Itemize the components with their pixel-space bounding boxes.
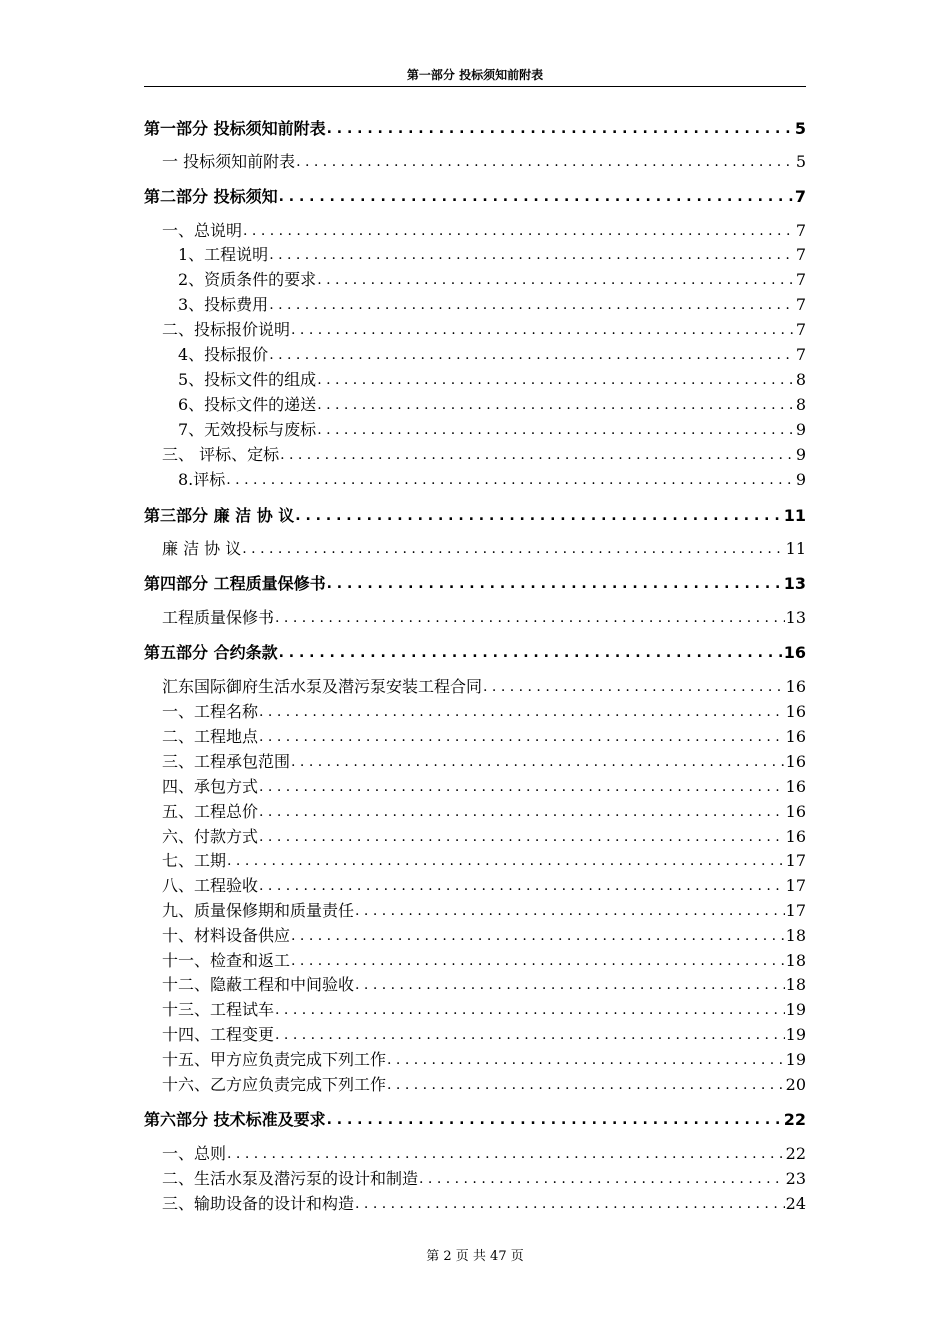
toc-entry-page: 16 <box>785 827 806 846</box>
toc-entry-page: 19 <box>785 1025 806 1044</box>
toc-entry[interactable] <box>144 823 806 847</box>
toc-leader-dots <box>387 1050 785 1070</box>
toc-entry[interactable] <box>144 441 806 465</box>
toc-leader-dots <box>355 1194 785 1214</box>
toc-entry[interactable] <box>144 872 806 896</box>
toc-entry-title: 第六部分 技术标准及要求 <box>144 1110 326 1129</box>
toc-entry[interactable] <box>144 183 806 207</box>
toc-entry[interactable] <box>144 604 806 628</box>
toc-entry[interactable] <box>144 502 806 526</box>
toc-entry-title: 七、工期 <box>162 851 227 870</box>
toc-entry-page: 20 <box>785 1075 806 1094</box>
toc-entry-title: 4、投标报价 <box>178 345 269 364</box>
toc-entry-title: 十、材料设备供应 <box>162 926 291 945</box>
toc-leader-dots <box>269 245 795 265</box>
page-footer: 第 2 页 共 47 页 <box>426 1249 524 1264</box>
toc-leader-dots <box>259 827 785 847</box>
toc-entry-page: 16 <box>785 752 806 771</box>
toc-entry-title: 八、工程验收 <box>162 876 259 895</box>
toc-entry-title: 九、质量保修期和质量责任 <box>162 901 355 920</box>
toc-leader-dots <box>227 1144 785 1164</box>
toc-leader-dots <box>226 470 795 490</box>
toc-leader-dots <box>291 320 795 340</box>
toc-entry-page: 22 <box>783 1110 806 1129</box>
toc-entry-title: 三、工程承包范围 <box>162 752 291 771</box>
toc-entry[interactable] <box>144 996 806 1020</box>
toc-leader-dots <box>291 951 785 971</box>
toc-leader-dots <box>259 876 785 896</box>
toc-entry-title: 3、投标费用 <box>178 295 269 314</box>
toc-entry[interactable] <box>144 366 806 390</box>
toc-entry-title: 十五、甲方应负责完成下列工作 <box>162 1050 387 1069</box>
toc-entry[interactable] <box>144 639 806 663</box>
toc-entry-title: 十四、工程变更 <box>162 1025 275 1044</box>
toc-entry-page: 7 <box>795 295 806 314</box>
toc-entry-title: 第五部分 合约条款 <box>144 643 278 662</box>
toc-leader-dots <box>275 1025 785 1045</box>
toc-leader-dots <box>259 727 785 747</box>
toc-entry[interactable] <box>144 1106 806 1130</box>
toc-entry-page: 11 <box>785 539 806 558</box>
toc-entry[interactable] <box>144 971 806 995</box>
toc-entry[interactable] <box>144 266 806 290</box>
toc-entry-title: 1、工程说明 <box>178 245 269 264</box>
toc-leader-dots <box>355 975 785 995</box>
toc-entry-title: 工程质量保修书 <box>162 608 275 627</box>
toc-entry-page: 9 <box>795 470 806 489</box>
toc-entry-page: 23 <box>785 1169 806 1188</box>
toc-entry-page: 16 <box>785 777 806 796</box>
toc-leader-dots <box>227 851 785 871</box>
toc-leader-dots <box>483 677 785 697</box>
toc-entry-page: 19 <box>785 1000 806 1019</box>
toc-leader-dots <box>327 574 783 594</box>
toc-entry-title: 四、承包方式 <box>162 777 259 796</box>
toc-entry-page: 7 <box>795 221 806 240</box>
toc-entry[interactable] <box>144 217 806 241</box>
toc-entry[interactable] <box>144 748 806 772</box>
toc-entry[interactable] <box>144 341 806 365</box>
page-header: 第一部分 投标须知前附表 <box>144 66 806 87</box>
toc-entry-title: 二、生活水泵及潜污泵的设计和制造 <box>162 1169 419 1188</box>
toc-entry[interactable] <box>144 291 806 315</box>
toc-leader-dots <box>296 152 795 172</box>
toc-entry-title: 六、付款方式 <box>162 827 259 846</box>
toc-entry[interactable] <box>144 570 806 594</box>
toc-leader-dots <box>259 777 785 797</box>
toc-entry-title: 一、工程名称 <box>162 702 259 721</box>
toc-entry[interactable] <box>144 115 806 139</box>
toc-entry-title: 一、总则 <box>162 1144 227 1163</box>
toc-entry[interactable] <box>144 416 806 440</box>
toc-entry[interactable] <box>144 148 806 172</box>
toc-entry-page: 16 <box>785 802 806 821</box>
toc-entry-page: 13 <box>783 574 806 593</box>
toc-entry[interactable] <box>144 466 806 490</box>
toc-leader-dots <box>243 221 795 241</box>
toc-entry-page: 7 <box>795 345 806 364</box>
toc-entry-page: 16 <box>785 702 806 721</box>
toc-leader-dots <box>269 295 795 315</box>
toc-entry-title: 第四部分 工程质量保修书 <box>144 574 326 593</box>
toc-entry-page: 11 <box>783 506 806 525</box>
toc-entry[interactable] <box>144 698 806 722</box>
toc-entry[interactable] <box>144 798 806 822</box>
toc-entry-title: 二、投标报价说明 <box>162 320 291 339</box>
toc-entry-page: 16 <box>783 643 806 662</box>
toc-entry[interactable] <box>144 847 806 871</box>
toc-leader-dots <box>355 901 785 921</box>
toc-leader-dots <box>327 1110 783 1130</box>
toc-entry-page: 18 <box>785 975 806 994</box>
toc-entry-page: 5 <box>795 152 806 171</box>
toc-entry-page: 18 <box>785 926 806 945</box>
toc-entry-title: 5、投标文件的组成 <box>178 370 317 389</box>
toc-entry-title: 十六、乙方应负责完成下列工作 <box>162 1075 387 1094</box>
toc-leader-dots <box>387 1075 785 1095</box>
toc-entry-title: 廉 洁 协 议 <box>162 539 242 558</box>
toc-entry[interactable] <box>144 1165 806 1189</box>
toc-entry-page: 16 <box>785 727 806 746</box>
toc-entry-title: 第三部分 廉 洁 协 议 <box>144 506 295 525</box>
toc-entry[interactable] <box>144 241 806 265</box>
toc-entry-title: 十一、检查和返工 <box>162 951 291 970</box>
toc-leader-dots <box>279 643 783 663</box>
toc-entry-page: 13 <box>785 608 806 627</box>
toc-entry-page: 24 <box>785 1194 806 1213</box>
toc-leader-dots <box>327 119 794 139</box>
toc-entry-title: 7、无效投标与废标 <box>178 420 317 439</box>
toc-entry[interactable] <box>144 1190 806 1214</box>
toc-entry-title: 十二、隐蔽工程和中间验收 <box>162 975 355 994</box>
toc-entry[interactable] <box>144 897 806 921</box>
toc-leader-dots <box>291 752 785 772</box>
toc-entry[interactable] <box>144 922 806 946</box>
toc-entry-title: 十三、工程试车 <box>162 1000 275 1019</box>
toc-entry-page: 7 <box>795 320 806 339</box>
toc-entry-page: 17 <box>785 876 806 895</box>
toc-entry-title: 第一部分 投标须知前附表 <box>144 119 326 138</box>
toc-entry-page: 22 <box>785 1144 806 1163</box>
toc-entry[interactable] <box>144 316 806 340</box>
toc-entry[interactable] <box>144 947 806 971</box>
toc-entry-title: 五、工程总价 <box>162 802 259 821</box>
toc-entry[interactable] <box>144 723 806 747</box>
toc-entry[interactable] <box>144 1071 806 1095</box>
toc-leader-dots <box>259 802 785 822</box>
toc-entry-title: 6、投标文件的递送 <box>178 395 317 414</box>
toc-leader-dots <box>317 420 795 440</box>
toc-entry[interactable] <box>144 391 806 415</box>
toc-entry-page: 7 <box>795 270 806 289</box>
toc-entry-title: 三、输助设备的设计和构造 <box>162 1194 355 1213</box>
toc-leader-dots <box>280 445 795 465</box>
toc-leader-dots <box>269 345 795 365</box>
toc-entry-page: 18 <box>785 951 806 970</box>
toc-leader-dots <box>317 395 795 415</box>
toc-leader-dots <box>419 1169 785 1189</box>
toc-entry-title: 三、 评标、定标 <box>162 445 280 464</box>
toc-entry-page: 7 <box>794 187 806 206</box>
toc-entry-title: 2、资质条件的要求 <box>178 270 317 289</box>
toc-leader-dots <box>275 608 785 628</box>
toc-entry-page: 7 <box>795 245 806 264</box>
toc-entry[interactable] <box>144 673 806 697</box>
toc-entry-title: 第二部分 投标须知 <box>144 187 278 206</box>
toc-entry[interactable] <box>144 1140 806 1164</box>
toc-leader-dots <box>295 506 782 526</box>
toc-entry-page: 16 <box>785 677 806 696</box>
toc-entry-page: 5 <box>794 119 806 138</box>
toc-leader-dots <box>317 370 795 390</box>
toc-leader-dots <box>279 187 794 207</box>
toc-leader-dots <box>259 702 785 722</box>
toc-entry-title: 汇东国际御府生活水泵及潜污泵安装工程合同 <box>162 677 483 696</box>
toc-leader-dots <box>275 1000 785 1020</box>
toc-entry-page: 17 <box>785 851 806 870</box>
toc-entry[interactable] <box>144 535 806 559</box>
toc-entry-title: 8.评标 <box>178 470 226 489</box>
toc-entry-page: 8 <box>795 395 806 414</box>
toc-entry[interactable] <box>144 1021 806 1045</box>
toc-entry-page: 9 <box>795 420 806 439</box>
toc-leader-dots <box>317 270 795 290</box>
toc-leader-dots <box>242 539 784 559</box>
toc-entry[interactable] <box>144 773 806 797</box>
toc-entry-page: 8 <box>795 370 806 389</box>
toc-entry[interactable] <box>144 1046 806 1070</box>
toc-entry-page: 17 <box>785 901 806 920</box>
toc-entry-page: 19 <box>785 1050 806 1069</box>
toc-leader-dots <box>291 926 785 946</box>
toc-entry-title: 一、总说明 <box>162 221 243 240</box>
toc-entry-title: 一 投标须知前附表 <box>162 152 296 171</box>
toc-entry-page: 9 <box>795 445 806 464</box>
toc-entry-title: 二、工程地点 <box>162 727 259 746</box>
